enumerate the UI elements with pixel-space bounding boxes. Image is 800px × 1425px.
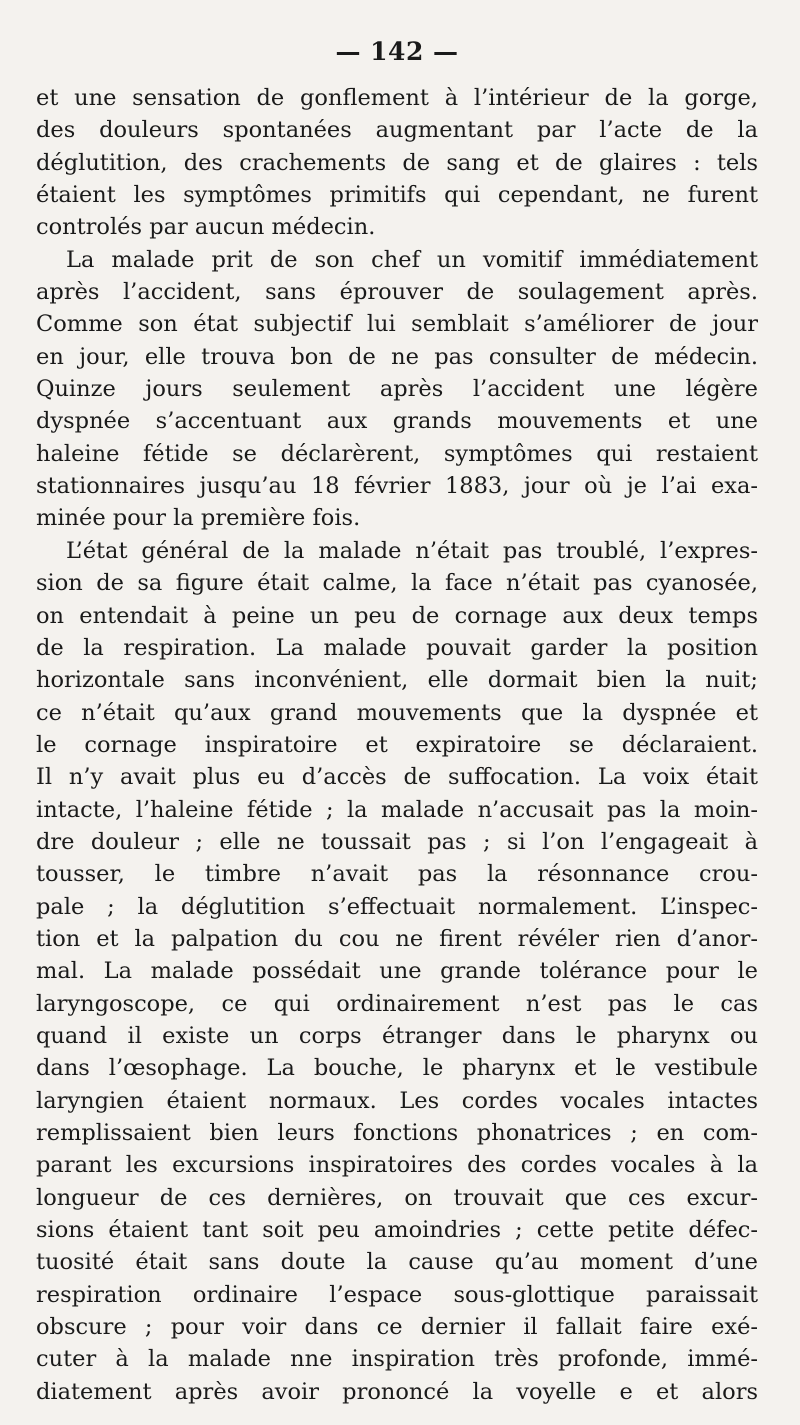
text-line: pale ; la déglutition s’effectuait normalement. L’inspec- — [36, 893, 758, 920]
text-line: minée pour la première fois. — [36, 505, 361, 532]
text-line: on entendait à peine un peu de cornage aux deux temps — [36, 602, 758, 629]
book-page — [36, 30, 758, 1408]
text-line: dyspnée s’accentuant aux grands mouvements et une — [36, 408, 758, 435]
text-line: dans l’œsophage. La bouche, le pharynx et le vestibule — [36, 1055, 758, 1082]
text-line: Il n’y avait plus eu d’accès de suffocation. La voix était — [36, 764, 758, 791]
text-line: mal. La malade possédait une grande tolérance pour le — [36, 958, 758, 985]
text-line: Comme son état subjectif lui semblait s’améliorer de jour — [36, 311, 758, 338]
text-line: Quinze jours seulement après l’accident une légère — [36, 376, 758, 403]
text-line: obscure ; pour voir dans ce dernier il fallait faire exé- — [36, 1314, 758, 1341]
text-line: sion de sa figure était calme, la face n’était pas cyanosée, — [36, 570, 758, 597]
text-line: de la respiration. La malade pouvait garder la position — [36, 634, 758, 661]
text-line: étaient les symptômes primitifs qui cependant, ne furent — [36, 182, 758, 209]
text-line: après l’accident, sans éprouver de soulagement après. — [36, 279, 758, 306]
text-line: ce n’était qu’aux grand mouvements que la dyspnée et — [36, 699, 758, 726]
text-line: parant les excursions inspiratoires des cordes vocales à la — [36, 1152, 758, 1179]
text-line: quand il existe un corps étranger dans le pharynx ou — [36, 1022, 758, 1049]
text-line: laryngoscope, ce qui ordinairement n’est pas le cas — [36, 990, 758, 1017]
text-line: intacte, l’haleine fétide ; la malade n’accusait pas la moin- — [36, 796, 758, 823]
paragraph — [36, 535, 758, 1408]
text-line: diatement après avoir prononcé la voyelle e et alors — [36, 1378, 758, 1405]
body-text — [36, 82, 758, 1408]
text-line: respiration ordinaire l’espace sous-glottique paraissait — [36, 1281, 758, 1308]
text-line: tousser, le timbre n’avait pas la résonnance crou- — [36, 861, 758, 888]
text-line: stationnaires jusqu’au 18 février 1883, jour où je l’ai exa- — [36, 473, 758, 500]
paragraph — [36, 82, 758, 244]
text-line: horizontale sans inconvénient, elle dormait bien la nuit; — [36, 667, 758, 694]
text-line: et une sensation de gonflement à l’intérieur de la gorge, — [36, 85, 758, 111]
text-line: L’état général de la malade n’était pas troublé, l’expres- — [66, 537, 758, 564]
text-line: controlés par aucun médecin. — [36, 214, 376, 241]
text-line: laryngien étaient normaux. Les cordes vocales intactes — [36, 1087, 758, 1114]
text-line: sions étaient tant soit peu amoindries ; cette petite défec- — [36, 1217, 758, 1244]
text-line: remplissaient bien leurs fonctions phonatrices ; en com- — [36, 1120, 758, 1146]
text-line: le cornage inspiratoire et expiratoire se déclaraient. — [36, 731, 758, 758]
text-line: dre douleur ; elle ne toussait pas ; si l’on l’engageait à — [36, 828, 758, 855]
text-line: en jour, elle trouva bon de ne pas consulter de médecin. — [36, 343, 758, 370]
page-number: — 142 — — [335, 37, 459, 66]
text-line: La malade prit de son chef un vomitif immédiatement — [66, 246, 758, 273]
paragraph — [36, 244, 758, 535]
text-line: cuter à la malade nne inspiration très profonde, immé- — [36, 1346, 758, 1373]
text-line: tuosité était sans doute la cause qu’au moment d’une — [36, 1249, 758, 1276]
text-line: longueur de ces dernières, on trouvait que ces excur- — [36, 1184, 758, 1211]
text-line: des douleurs spontanées augmentant par l’acte de la — [36, 117, 758, 144]
text-line: tion et la palpation du cou ne firent révéler rien d’anor- — [36, 925, 758, 952]
text-line: haleine fétide se déclarèrent, symptômes qui restaient — [36, 440, 758, 467]
text-line: déglutition, des crachements de sang et de glaires : tels — [36, 149, 758, 176]
